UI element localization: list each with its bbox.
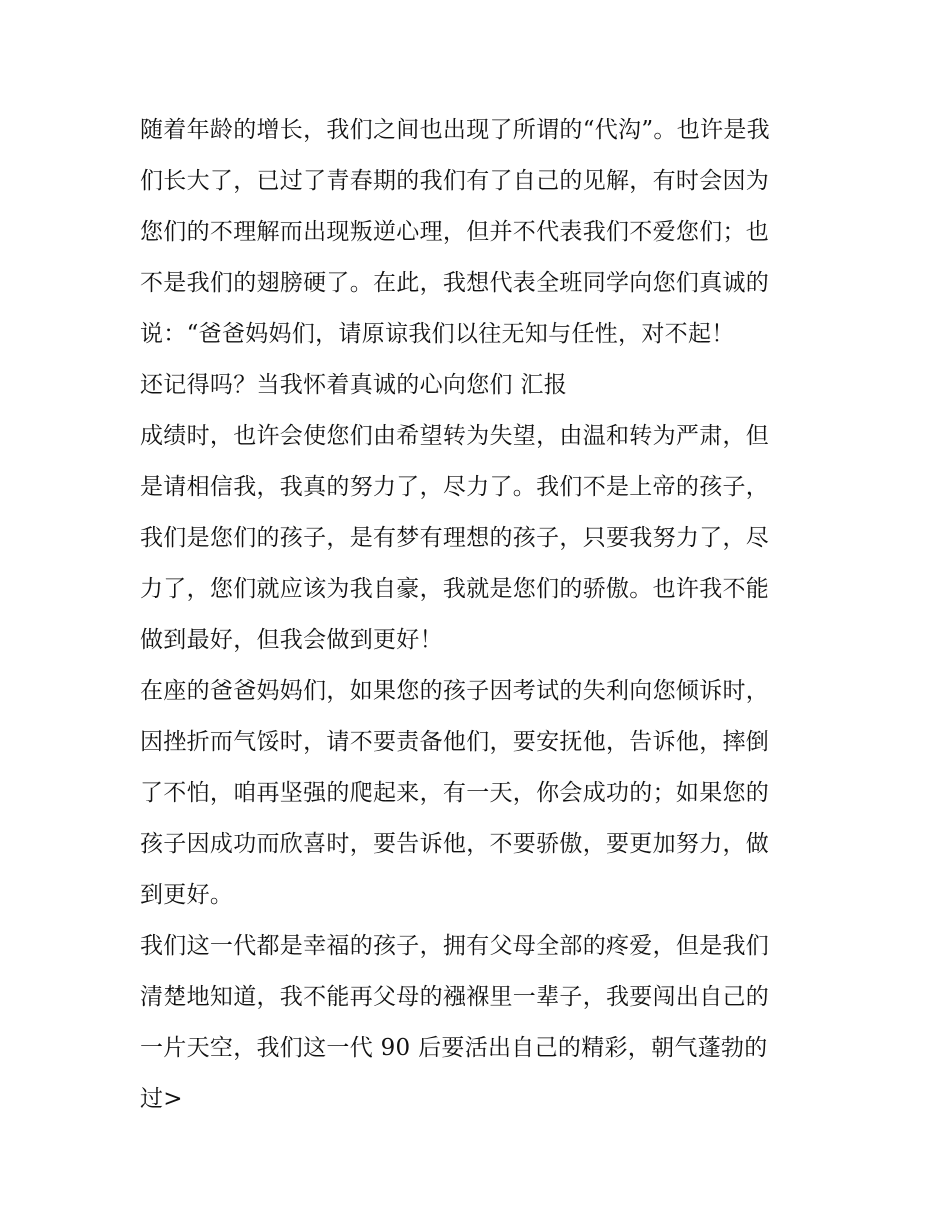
text-line: 力了，您们就应该为我自豪，我就是您们的骄傲。也许我不能 — [140, 576, 770, 602]
text-line: 您们的不理解而出现叛逆心理，但并不代表我们不爱您们；也 — [140, 219, 770, 245]
text-line: 们长大了，已过了青春期的我们有了自己的见解，有时会因为 — [140, 168, 770, 194]
text-line: 说：“爸爸妈妈们，请原谅我们以往无知与任性，对不起！ — [140, 321, 735, 347]
text-line: 了不怕，咱再坚强的爬起来，有一天，你会成功的；如果您的 — [140, 780, 770, 806]
text-line: 不是我们的翅膀硬了。在此，我想代表全班同学向您们真诚的 — [140, 270, 770, 296]
text-line: 我们这一代都是幸福的孩子，拥有父母全部的疼爱，但是我们 — [140, 933, 770, 959]
text-line: 还记得吗？当我怀着真诚的心向您们 汇报 — [140, 372, 568, 398]
text-line: 在座的爸爸妈妈们，如果您的孩子因考试的失利向您倾诉时， — [140, 678, 770, 704]
text-line: 是请相信我，我真的努力了，尽力了。我们不是上帝的孩子， — [140, 474, 770, 500]
text-line: 一片天空，我们这一代 90 后要活出自己的精彩，朝气蓬勃的 — [140, 1035, 768, 1061]
text-line: 做到最好，但我会做到更好！ — [140, 627, 443, 653]
text-line: 孩子因成功而欣喜时，要告诉他，不要骄傲，要更加努力，做 — [140, 831, 770, 857]
text-line: 到更好。 — [140, 882, 234, 908]
text-line: 因挫折而气馁时，请不要责备他们，要安抚他，告诉他，摔倒 — [140, 729, 770, 755]
text-line: 清楚地知道，我不能再父母的襁褓里一辈子，我要闯出自己的 — [140, 984, 770, 1010]
document-body — [140, 105, 820, 1125]
text-line: 过> — [140, 1086, 183, 1112]
text-line: 成绩时，也许会使您们由希望转为失望，由温和转为严肃，但 — [140, 423, 770, 449]
text-line: 随着年龄的增长，我们之间也出现了所谓的“代沟”。也许是我 — [140, 117, 770, 143]
text-line: 我们是您们的孩子，是有梦有理想的孩子，只要我努力了，尽 — [140, 525, 770, 551]
